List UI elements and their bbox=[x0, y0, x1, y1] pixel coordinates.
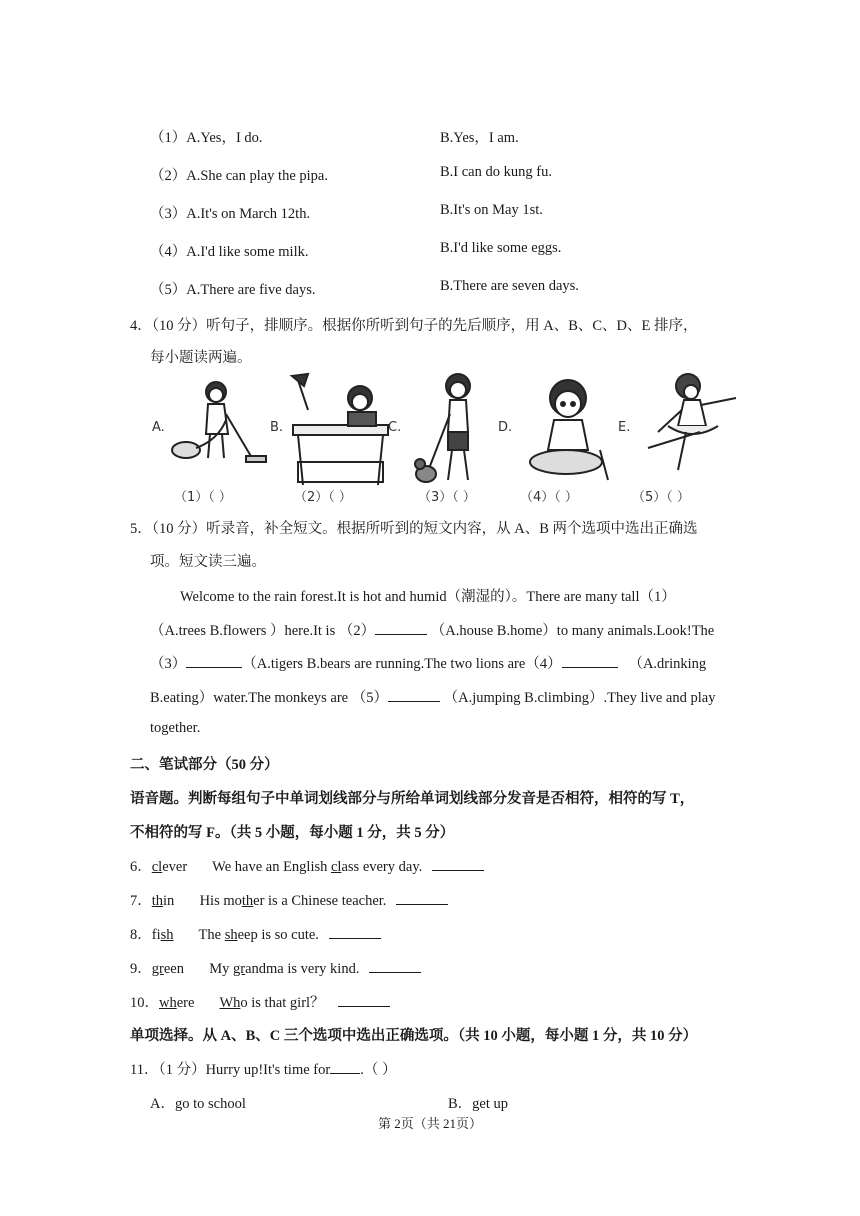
phonics-item: 7．thin His mother is a Chinese teacher. bbox=[130, 889, 448, 910]
question-11-blank[interactable] bbox=[330, 1061, 360, 1074]
q3-option-a: （3）A.It's on March 12th. bbox=[150, 206, 311, 222]
phonics-instruction-line1: 语音题。判断每组句子中单词划线部分与所给单词划线部分发音是否相符，相符的写 T， bbox=[130, 791, 695, 807]
q3-option-b: B.There are seven days. bbox=[440, 278, 579, 294]
q3-option-b: B.I can do kung fu. bbox=[440, 164, 552, 180]
q4-instruction-line2: 每小题读两遍。 bbox=[150, 350, 252, 366]
boy-walking-dog-picture bbox=[415, 374, 470, 482]
phonics-item: 6．clever We have an English class every day. bbox=[130, 855, 484, 876]
passage-line-1: Welcome to the rain forest.It is hot and humid（潮湿的）。There are many tall（1） bbox=[180, 589, 676, 605]
answer-blank-2[interactable]: （2）（ ） bbox=[294, 490, 352, 505]
passage-line-3: （3） （A.tigers B.bears are running.The two lions are（4） （A.drinking bbox=[150, 656, 707, 672]
answer-blank[interactable] bbox=[396, 892, 448, 905]
girl-vacuuming-picture bbox=[172, 382, 266, 462]
girl-dancing-picture bbox=[648, 374, 736, 470]
girl-washing-picture bbox=[530, 380, 608, 480]
question-11-option-a[interactable]: A．go to school bbox=[150, 1096, 246, 1112]
page-footer: 第 2页（共 21页） bbox=[377, 1116, 482, 1131]
answer-blank-5[interactable]: （5）（ ） bbox=[632, 490, 690, 505]
answer-blank[interactable] bbox=[338, 994, 390, 1007]
choice-section-title: 单项选择。从 A、B、C 三个选项中选出正确选项。（共 10 小题，每小题 1 分，共 10 分） bbox=[130, 1028, 698, 1044]
phonics-item: 10．where Who is that girl？ bbox=[130, 991, 390, 1012]
phonics-item: 8．fish The sheep is so cute. bbox=[130, 923, 381, 944]
q3-option-b: B.Yes，I am. bbox=[440, 130, 519, 146]
picture-label-a: A. bbox=[152, 420, 165, 435]
question-11-option-b[interactable]: B．get up bbox=[448, 1096, 509, 1112]
q3-option-a: （2）A.She can play the pipa. bbox=[150, 168, 328, 184]
q3-option-b: B.I'd like some eggs. bbox=[440, 240, 562, 256]
answer-blank[interactable] bbox=[369, 960, 421, 973]
passage-line-4: B.eating）water.The monkeys are （5） （A.jumping B.climbing）.They live and play bbox=[150, 690, 716, 706]
picture-label-e: E. bbox=[618, 420, 631, 435]
q3-option-a: （4）A.I'd like some milk. bbox=[150, 244, 309, 260]
answer-blank-3[interactable]: （3）（ ） bbox=[418, 490, 476, 505]
question-11: 11．（1 分）Hurry up!It's time for .（ ） bbox=[130, 1062, 397, 1078]
passage-blank-5[interactable] bbox=[388, 689, 440, 702]
q5-instruction-line1: 5．（10 分）听录音，补全短文。根据所听到的短文内容，从 A、B 两个选项中选出正确选 bbox=[130, 521, 698, 537]
passage-blank-2[interactable] bbox=[375, 622, 427, 635]
phonics-instruction-line2: 不相符的写 F。（共 5 小题，每小题 1 分，共 5 分） bbox=[130, 825, 455, 841]
phonics-item: 9．green My grandma is very kind. bbox=[130, 957, 421, 978]
picture-label-c: C. bbox=[388, 420, 402, 435]
answer-blank[interactable] bbox=[432, 858, 484, 871]
q4-instruction-line1: 4．（10 分）听句子，排顺序。根据你所听到句子的先后顺序，用 A、B、C、D、E 排序， bbox=[130, 318, 698, 334]
answer-blank[interactable] bbox=[329, 926, 381, 939]
passage-blank-4[interactable] bbox=[562, 655, 618, 668]
q4-pictures bbox=[148, 370, 748, 510]
answer-blank-1[interactable]: （1）（ ） bbox=[174, 490, 232, 505]
girl-studying-picture bbox=[292, 374, 388, 485]
passage-line-5: together. bbox=[150, 720, 201, 736]
passage-line-2: （A.trees B.flowers ）here.It is （2） （A.house B.home）to many animals.Look!The bbox=[150, 623, 715, 639]
picture-label-d: D. bbox=[498, 420, 513, 435]
q3-option-b: B.It's on May 1st. bbox=[440, 202, 543, 218]
section-2-title: 二、笔试部分（50 分） bbox=[130, 757, 279, 773]
q5-instruction-line2: 项。短文读三遍。 bbox=[150, 554, 266, 570]
picture-label-b: B. bbox=[270, 420, 284, 435]
answer-blank-4[interactable]: （4）（ ） bbox=[520, 490, 578, 505]
q3-option-a: （5）A.There are five days. bbox=[150, 282, 316, 298]
q3-option-a: （1）A.Yes，I do. bbox=[150, 130, 263, 146]
passage-blank-3[interactable] bbox=[186, 655, 242, 668]
